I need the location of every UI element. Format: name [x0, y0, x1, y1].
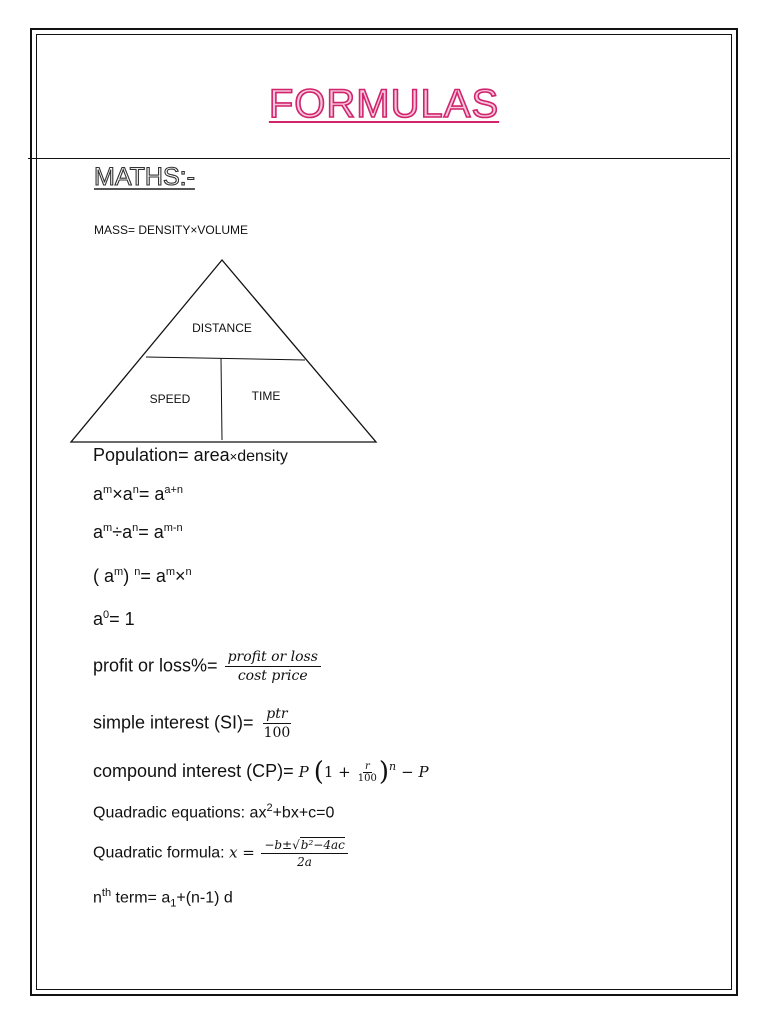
exponent-power-rule: [93, 566, 192, 587]
times-symbol: ×: [229, 449, 238, 464]
nth-subscript-1: 1: [170, 897, 177, 910]
quadratic-formula: [93, 838, 348, 869]
times-a: ×a: [112, 484, 133, 504]
ci-rate-fraction: [356, 761, 379, 784]
quad-formula-fraction: [261, 838, 348, 869]
triangle-vertical-divider: [221, 358, 222, 440]
si-numerator: ptr: [263, 706, 290, 724]
distance-speed-time-triangle: [0, 0, 768, 460]
equals-a: = a: [140, 566, 166, 586]
times-symbol: ×: [175, 566, 186, 586]
close-paren: ): [378, 757, 390, 787]
triangle-bottom-right-label: TIME: [251, 389, 281, 403]
profit-fraction: [225, 649, 321, 684]
ci-one-plus: 1 +: [323, 762, 351, 781]
base-a: a: [93, 522, 104, 542]
zero-exponent-rule: [93, 609, 135, 630]
ci-minus-p: − P: [401, 762, 429, 781]
section-heading: MATHS:-: [94, 163, 195, 191]
mass-formula: MASS= DENSITY×VOLUME: [94, 223, 249, 237]
si-denominator: 100: [263, 725, 291, 741]
nth-n: n: [93, 889, 102, 907]
exponent-m: m: [114, 566, 124, 578]
base-a: a: [93, 484, 104, 504]
population-formula: [93, 445, 288, 466]
ci-exponent-n: n: [389, 759, 397, 773]
quad-formula-denominator: 2a: [297, 855, 312, 869]
page-title: FORMULAS: [268, 82, 500, 126]
open-paren-a: ( a: [93, 566, 115, 586]
profit-denominator: cost price: [237, 668, 308, 684]
exponent-m: m: [165, 566, 176, 578]
quad-eq-square: 2: [266, 802, 273, 814]
quad-formula-label: Quadratic formula:: [93, 844, 225, 862]
equals-a: = a: [138, 522, 164, 542]
exponent-n: n: [132, 522, 139, 534]
equals-a: = a: [138, 484, 165, 504]
quad-formula-numerator: −b±√b²−4ac: [261, 838, 348, 854]
exponent-sum: a+n: [164, 484, 184, 496]
triangle-outline: [71, 260, 376, 442]
base-a: a: [93, 609, 104, 629]
quad-formula-x: x =: [229, 843, 255, 862]
exponent-m: m: [103, 484, 113, 496]
exponent-n: n: [185, 566, 192, 578]
profit-numerator: profit or loss: [225, 649, 321, 667]
open-paren: (: [313, 757, 324, 787]
compound-interest-formula: [93, 757, 429, 787]
si-label: simple interest (SI)=: [93, 712, 254, 733]
profit-label: profit or loss%=: [93, 655, 218, 676]
exponent-product-rule: [93, 484, 183, 505]
quad-eq-label: Quadradic equations: ax: [93, 804, 267, 822]
quadratic-equation: [93, 802, 334, 822]
nth-term-formula: [93, 887, 233, 910]
triangle-horizontal-divider: [146, 357, 305, 360]
equals-one: = 1: [109, 609, 135, 629]
quad-eq-rest: +bx+c=0: [272, 804, 335, 822]
discriminant: b²−4ac: [300, 838, 345, 852]
exponent-zero: 0: [103, 609, 110, 621]
triangle-top-label: DISTANCE: [192, 321, 252, 335]
exponent-quotient-rule: [93, 522, 183, 543]
close-paren: ): [123, 566, 130, 586]
simple-interest-formula: [93, 706, 293, 741]
si-fraction: [261, 706, 294, 741]
exponent-n: n: [132, 484, 139, 496]
exponent-m: m: [103, 522, 113, 534]
triangle-bottom-left-label: SPEED: [149, 392, 191, 406]
nth-term-rest: +(n-1) d: [176, 889, 233, 907]
ci-rate-denominator: 100: [357, 772, 377, 784]
profit-loss-formula: [93, 649, 321, 684]
population-left: Population= area: [93, 445, 230, 465]
ci-rate-numerator: r: [364, 760, 370, 772]
minus-b-plus-minus: −b±: [264, 838, 293, 852]
nth-term-label: term= a: [111, 889, 171, 907]
population-right: density: [237, 448, 288, 465]
nth-suffix: th: [101, 887, 112, 899]
ci-label: compound interest (CP)=: [93, 760, 294, 781]
exponent-difference: m-n: [163, 522, 183, 534]
divide-a: ÷a: [112, 522, 133, 542]
ci-principal: P: [298, 762, 309, 781]
exponent-n: n: [134, 566, 141, 578]
